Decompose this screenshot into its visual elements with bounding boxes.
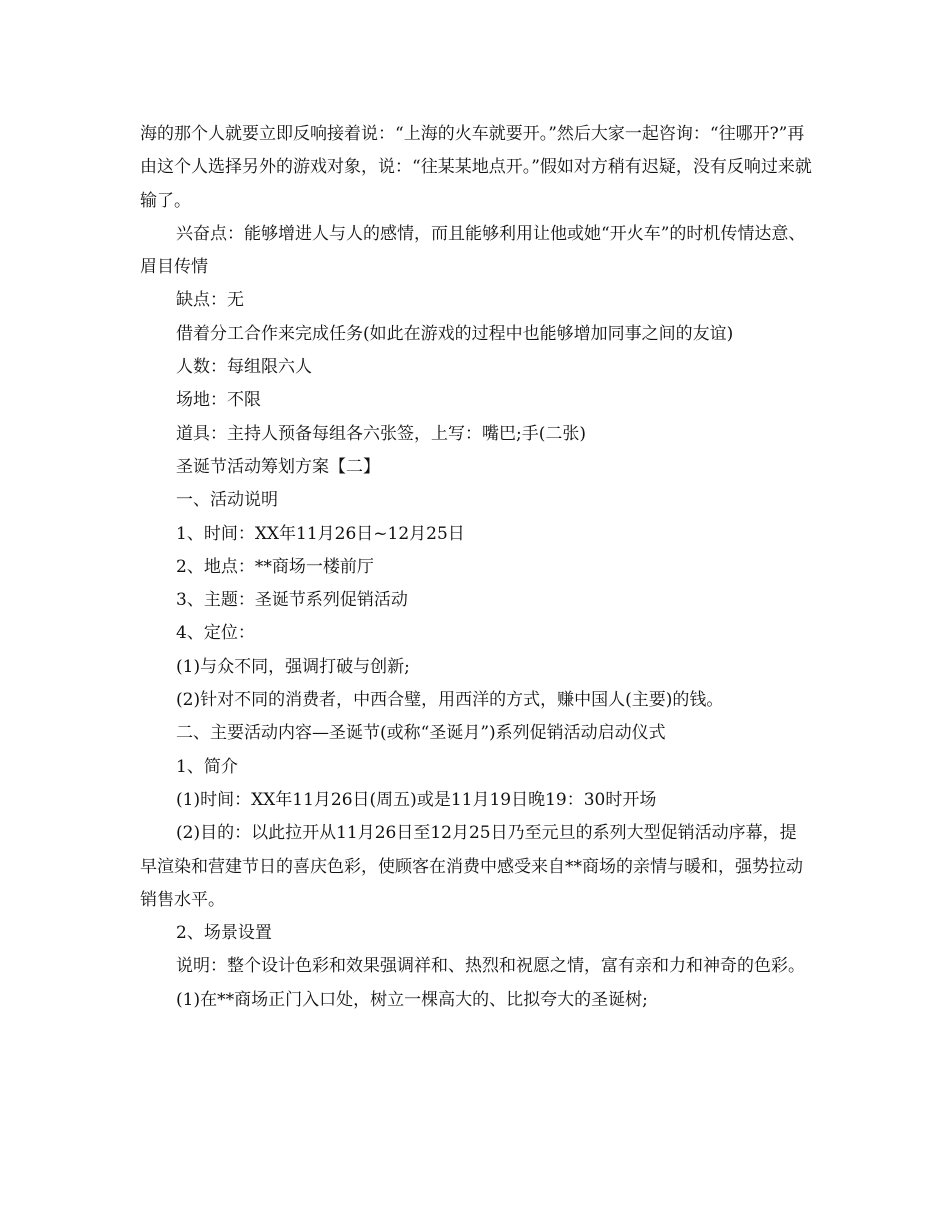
item-time: 1、时间：XX年11月26日~12月25日 [176,523,465,544]
item-intro-purpose: (2)目的：以此拉开从11月26日至12月25日乃至元旦的系列大型促销活动序幕，提早渲染和营建节日的喜庆色彩，使顾客在消费中感受来自**商场的亲情与暖和，强势拉动销售水平。 [140,823,803,910]
item-intro-time: (1)时间：XX年11月26日(周五)或是11月19日晚19：30时开场 [176,789,657,810]
paragraph-venue: 场地：不限 [176,390,261,411]
item-theme: 3、主题：圣诞节系列促销活动 [176,590,408,611]
paragraph-highlight: 兴奋点：能够增进人与人的感情，而且能够利用让他或她“开火车”的时机传情达意、眉目传情 [140,223,806,278]
heading-main-activity: 二、主要活动内容—圣诞节(或称“圣诞月”)系列促销活动启动仪式 [176,723,666,744]
item-positioning: 4、定位： [176,623,255,644]
item-location: 2、地点：**商场一楼前厅 [176,556,374,577]
paragraph-teamwork: 借着分工合作来完成任务(如此在游戏的过程中也能够增加同事之间的友谊) [176,323,734,344]
paragraph-drawback: 缺点：无 [176,290,244,311]
paragraph-game-rules: 海的那个人就要立即反响接着说：“上海的火车就要开。”然后大家一起咨询：“往哪开?”再由这个人选择另外的游戏对象，说：“往某某地点开。”假如对方稍有迟疑，没有反响过来就输了。 [140,124,812,211]
heading-activity-description: 一、活动说明 [176,490,278,511]
item-scene-tree: (1)在**商场正门入口处，树立一棵高大的、比拟夸大的圣诞树; [176,989,648,1010]
paragraph-props: 道具：主持人预备每组各六张签，上写：嘴巴;手(二张) [176,423,586,444]
section-heading-plan-two: 圣诞节活动筹划方案【二】 [176,456,380,477]
item-scene-setup: 2、场景设置 [176,923,272,944]
item-introduction: 1、简介 [176,756,238,777]
document-body [140,118,812,1017]
item-positioning-2: (2)针对不同的消费者，中西合璧，用西洋的方式，赚中国人(主要)的钱。 [176,690,724,711]
paragraph-headcount: 人数：每组限六人 [176,357,312,378]
item-positioning-1: (1)与众不同，强调打破与创新; [176,656,410,677]
item-scene-description: 说明：整个设计色彩和效果强调祥和、热烈和祝愿之情，富有亲和力和神奇的色彩。 [176,956,805,977]
